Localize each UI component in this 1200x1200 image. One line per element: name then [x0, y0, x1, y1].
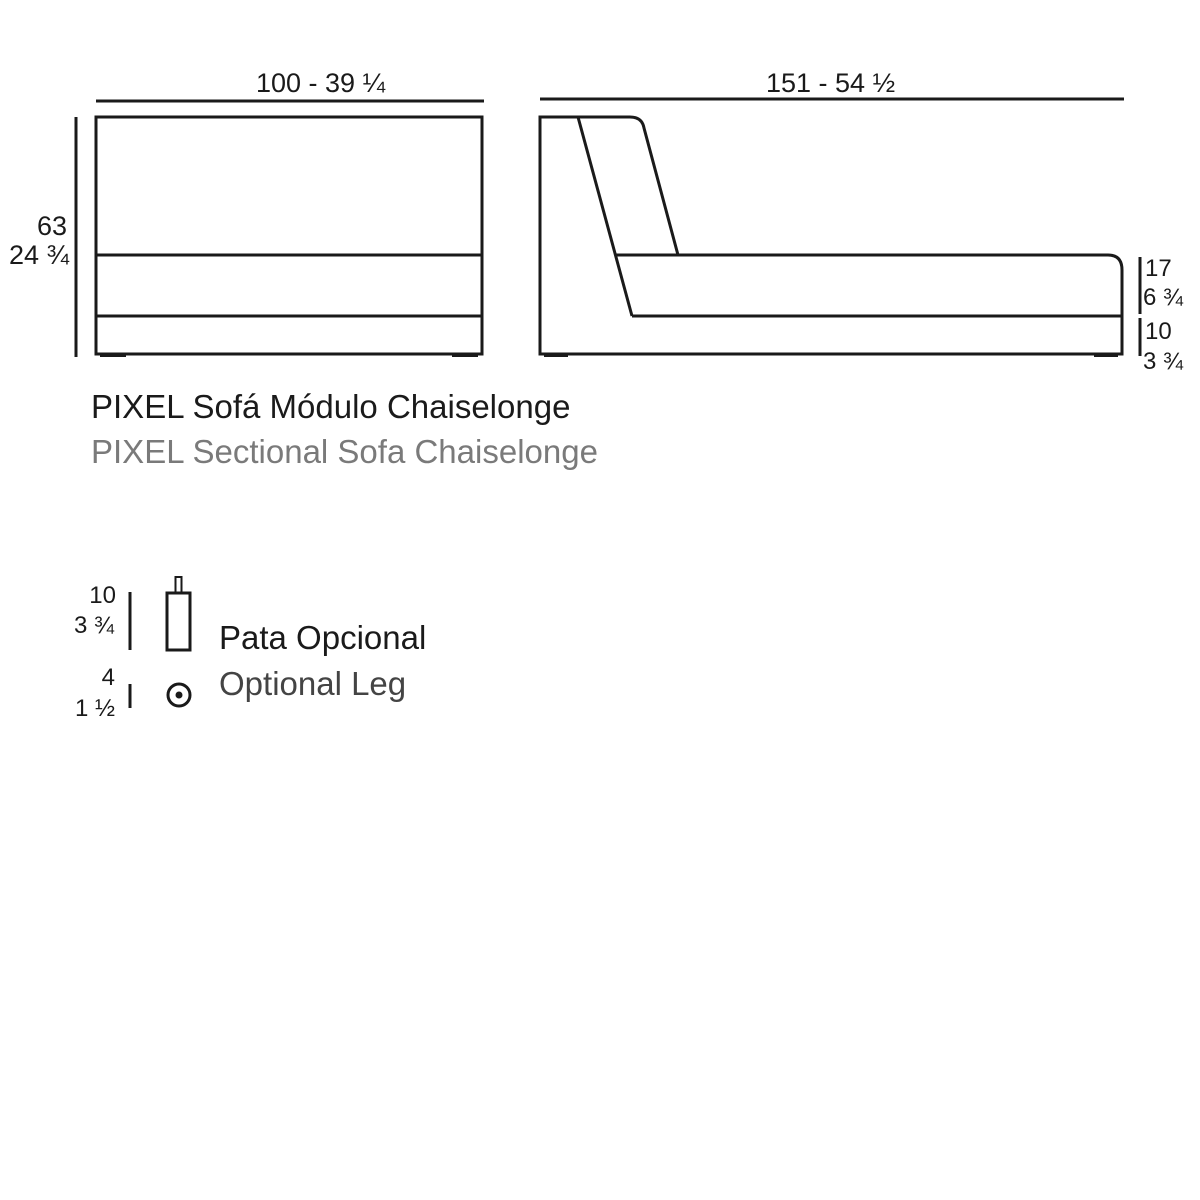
- leg-diameter-cm-label: 4: [101, 664, 115, 691]
- side-base-in-label: 3 ¾: [1143, 348, 1184, 375]
- leg-top-view-center-dot: [176, 692, 183, 699]
- side-base-cm-label: 10: [1145, 318, 1172, 345]
- front-sofa-outline: [96, 117, 482, 354]
- optional-leg-label-english: Optional Leg: [219, 665, 407, 702]
- product-name-english: PIXEL Sectional Sofa Chaiselonge: [91, 433, 598, 470]
- front-height-in-label: 24 ¾: [8, 240, 69, 270]
- leg-height-in-label: 3 ¾: [73, 612, 114, 639]
- side-backrest-inner-line: [578, 117, 632, 316]
- front-height-cm-label: 63: [36, 211, 67, 241]
- side-depth-label: 151 - 54 ½: [766, 68, 896, 98]
- leg-height-cm-label: 10: [89, 582, 116, 609]
- optional-leg-drawing: [130, 577, 190, 708]
- side-sofa-outline: [540, 117, 1122, 354]
- side-view-drawing: [540, 99, 1140, 356]
- leg-body-icon: [167, 593, 190, 650]
- leg-pin-icon: [176, 577, 182, 593]
- optional-leg-label-spanish: Pata Opcional: [219, 619, 427, 656]
- front-view-drawing: [76, 101, 484, 357]
- side-cushion-in-label: 6 ¾: [1143, 284, 1184, 311]
- front-width-label: 100 - 39 ¼: [256, 68, 386, 98]
- side-cushion-cm-label: 17: [1145, 255, 1172, 282]
- leg-diameter-in-label: 1 ½: [74, 695, 115, 722]
- product-name-spanish: PIXEL Sofá Módulo Chaiselonge: [91, 388, 571, 425]
